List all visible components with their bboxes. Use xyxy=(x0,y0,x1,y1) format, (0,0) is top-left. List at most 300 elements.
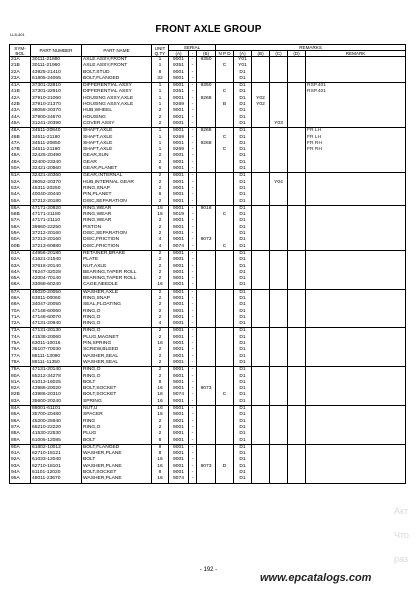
part-name-cell: PLATE xyxy=(82,257,152,263)
serial-from-cell: 9001 xyxy=(169,225,189,231)
remark-a-cell: D1 xyxy=(234,380,252,386)
remark-c-cell xyxy=(270,83,288,90)
remark-d-cell xyxy=(288,128,306,135)
remark-a-cell: D1 xyxy=(234,205,252,212)
remark-d-cell xyxy=(288,367,306,374)
table-row xyxy=(10,328,406,335)
part-name-cell: HOUSING ASSY,AXLE xyxy=(82,102,152,108)
remark-a-cell: D1 xyxy=(234,282,252,289)
qty-cell: 2 xyxy=(152,328,169,335)
serial-dash-cell: - xyxy=(189,128,197,135)
serial-from-cell: 9001 xyxy=(169,70,189,76)
part-number-cell: 47171-21110 xyxy=(31,218,82,224)
qty-cell: 6 xyxy=(152,166,169,173)
page-title: FRONT AXLE GROUP xyxy=(155,24,262,35)
remark-d-cell xyxy=(288,121,306,128)
part-name-cell: RING,SNAP xyxy=(82,296,152,302)
remark-d-cell xyxy=(288,250,306,257)
serial-to-cell xyxy=(197,328,216,335)
part-name-cell: CAGE,NEEDLE xyxy=(82,282,152,289)
serial-from-cell: 9019 xyxy=(169,212,189,218)
serial-dash-cell: - xyxy=(189,192,197,198)
symbol-cell: 60A xyxy=(10,237,31,243)
symbol-cell: 51A xyxy=(10,173,31,180)
remark-text-header: REMARK xyxy=(306,51,406,57)
serial-from-cell: 9001 xyxy=(169,76,189,83)
symbol-cell: 69A xyxy=(10,302,31,308)
serial-from-cell: 9074 xyxy=(169,476,189,483)
qty-cell: 4 xyxy=(152,244,169,251)
serial-dash-cell: - xyxy=(189,231,197,237)
part-name-cell: GEAR,PLANET xyxy=(82,166,152,173)
remark-b-cell xyxy=(252,173,270,180)
serial-dash-cell: - xyxy=(189,309,197,315)
table-row xyxy=(10,289,406,296)
part-number-cell: 37910-21060 xyxy=(31,96,82,102)
remark-c-cell xyxy=(270,173,288,180)
serial-from-cell: 9001 xyxy=(169,341,189,347)
part-number-cell: 43986-20020 xyxy=(31,386,82,392)
symbol-cell: 88A xyxy=(10,431,31,437)
table-row xyxy=(10,476,406,483)
part-number-cell: 76247-32028 xyxy=(31,270,82,276)
serial-from-cell: 9001 xyxy=(169,425,189,431)
serial-to-cell xyxy=(197,76,216,83)
part-number-cell: 61101-12020 xyxy=(31,470,82,476)
part-name-cell: RING,O xyxy=(82,321,152,328)
part-number-cell: 34511-20840 xyxy=(31,128,82,135)
remark-cell: RSP.401 xyxy=(306,89,406,95)
remark-b-cell xyxy=(252,406,270,413)
serial-dash-cell: - xyxy=(189,438,197,445)
serial-from-cell: 9351 xyxy=(169,63,189,69)
unit-qty-header: UNIT Q.TY xyxy=(152,45,169,57)
part-name-cell: DISC,SEPARATION xyxy=(82,199,152,206)
qty-cell: 2 xyxy=(152,354,169,360)
symbol-cell: 50A xyxy=(10,166,31,173)
remark-a-cell: D1 xyxy=(234,135,252,141)
part-number-header: PART NUMBER xyxy=(31,45,82,57)
part-number-cell: 45311-20250 xyxy=(31,186,82,192)
remark-c-cell xyxy=(270,166,288,173)
part-name-cell: NUT,U xyxy=(82,406,152,413)
qty-cell: 4 xyxy=(152,321,169,328)
npd-cell xyxy=(216,289,234,296)
serial-dash-cell: - xyxy=(189,173,197,180)
serial-to-cell xyxy=(197,444,216,451)
remark-c-cell xyxy=(270,399,288,406)
table-row xyxy=(10,83,406,90)
part-number-cell: 42004-70140 xyxy=(31,276,82,282)
table-row xyxy=(10,173,406,180)
serial-from-cell: 9001 xyxy=(169,354,189,360)
remark-c-cell xyxy=(270,321,288,328)
remark-d-cell xyxy=(288,438,306,445)
remark-a-cell: D1 xyxy=(234,264,252,270)
remark-c-cell xyxy=(270,438,288,445)
serial-from-cell: 9001 xyxy=(169,199,189,206)
remark-d-cell xyxy=(288,83,306,90)
remark-b-cell xyxy=(252,244,270,251)
qty-cell: 16 xyxy=(152,476,169,483)
table-row xyxy=(10,128,406,135)
part-number-cell: 61013-16025 xyxy=(31,380,82,386)
remark-d-cell xyxy=(288,476,306,483)
qty-cell: 16 xyxy=(152,412,169,418)
serial-from-cell: 9001 xyxy=(169,419,189,425)
remark-b-cell xyxy=(252,438,270,445)
part-name-cell: SHAFT,AXLE xyxy=(82,147,152,153)
qty-cell: 16 xyxy=(152,205,169,212)
serial-dash-cell: - xyxy=(189,302,197,308)
part-name-cell: WASHER,AXLE xyxy=(82,289,152,296)
remark-a-cell: D1 xyxy=(234,386,252,392)
symbol-cell: 66A xyxy=(10,282,31,289)
remark-b-cell xyxy=(252,166,270,173)
remark-b-cell xyxy=(252,476,270,483)
serial-dash-cell: - xyxy=(189,225,197,231)
part-number-cell: 47148-60070 xyxy=(31,315,82,321)
symbol-cell: 86A xyxy=(10,419,31,425)
part-number-cell: 32400-23340 xyxy=(31,160,82,166)
part-name-cell: HOUSING xyxy=(82,115,152,121)
npd-header: N P D xyxy=(216,51,234,57)
part-name-cell: BOLT xyxy=(82,380,152,386)
document-code: LL8-401 xyxy=(10,32,25,37)
part-number-cell: 37900-24670 xyxy=(31,115,82,121)
remark-a-cell: D1 xyxy=(234,180,252,186)
serial-dash-cell: - xyxy=(189,425,197,431)
serial-from-cell: 9001 xyxy=(169,108,189,114)
remark-d-cell xyxy=(288,282,306,289)
serial-dash-cell: - xyxy=(189,108,197,114)
remark-cell xyxy=(306,438,406,445)
remark-cell xyxy=(306,444,406,451)
part-name-cell: PLUG xyxy=(82,431,152,437)
part-number-cell: 61033-12040 xyxy=(31,457,82,463)
watermark-line-2: Что xyxy=(394,530,410,540)
symbol-cell: 60B xyxy=(10,244,31,251)
part-number-cell: 37212-20160 xyxy=(31,231,82,237)
remark-a-cell: D1 xyxy=(234,147,252,153)
serial-from-cell: 9001 xyxy=(169,386,189,392)
qty-cell: 2 xyxy=(152,335,169,341)
part-name-cell: DISC,SEPARATION xyxy=(82,231,152,237)
serial-to-cell xyxy=(197,367,216,374)
part-name-cell: RING,O xyxy=(82,374,152,380)
remark-a-cell: D1 xyxy=(234,476,252,483)
serial-to-cell xyxy=(197,438,216,445)
part-name-cell: SHAFT,AXLE xyxy=(82,135,152,141)
part-number-cell: 88001-61101 xyxy=(31,406,82,413)
remark-d-header: (D) xyxy=(288,51,306,57)
serial-dash-cell: - xyxy=(189,335,197,341)
remark-d-cell xyxy=(288,173,306,180)
symbol-cell: 77A xyxy=(10,354,31,360)
part-name-cell: BOLT,FLANGED xyxy=(82,444,152,451)
qty-cell: 2 xyxy=(152,115,169,121)
part-name-cell: BOLT,STUD xyxy=(82,70,152,76)
remark-c-cell xyxy=(270,76,288,83)
serial-dash-cell: - xyxy=(189,237,197,243)
symbol-header: SYM- BOL xyxy=(10,45,31,57)
remark-d-cell xyxy=(288,57,306,64)
serial-to-cell xyxy=(197,399,216,406)
part-name-cell: DIFFERENTIAL ASSY xyxy=(82,83,152,90)
serial-from-cell: 9001 xyxy=(169,406,189,413)
part-name-cell: RING,O xyxy=(82,309,152,315)
remark-cell xyxy=(306,367,406,374)
part-name-cell: RING,O xyxy=(82,425,152,431)
serial-from-cell: 9001 xyxy=(169,282,189,289)
npd-cell xyxy=(216,399,234,406)
remark-a-cell: D1 xyxy=(234,237,252,243)
qty-cell: 2 xyxy=(152,367,169,374)
symbol-cell: 21B xyxy=(10,63,31,69)
part-number-cell: 44956-20180 xyxy=(31,250,82,257)
part-name-cell: PLUG,MAGNET xyxy=(82,335,152,341)
qty-cell: 16 xyxy=(152,282,169,289)
qty-cell: 2 xyxy=(152,289,169,296)
remark-d-cell xyxy=(288,166,306,173)
remark-cell: FR LH xyxy=(306,128,406,135)
remark-b-cell xyxy=(252,444,270,451)
symbol-cell: 54A xyxy=(10,192,31,198)
serial-from-cell: 9001 xyxy=(169,374,189,380)
remark-a-cell: D1 xyxy=(234,83,252,90)
part-number-cell: 47171-21180 xyxy=(31,212,82,218)
serial-to-cell xyxy=(197,173,216,180)
remark-a-cell: D1 xyxy=(234,160,252,166)
part-number-cell: 34511-20850 xyxy=(31,141,82,147)
table-row xyxy=(10,367,406,374)
symbol-cell: 64A xyxy=(10,270,31,276)
remark-a-cell: D1 xyxy=(234,199,252,206)
part-number-cell: 43986-20310 xyxy=(31,392,82,398)
serial-from-cell: 9001 xyxy=(169,166,189,173)
qty-cell: 2 xyxy=(152,160,169,166)
symbol-cell: 41A xyxy=(10,83,31,90)
symbol-cell: 93A xyxy=(10,464,31,470)
serial-to-cell xyxy=(197,476,216,483)
serial-dash-cell: - xyxy=(189,270,197,276)
symbol-cell: 91A xyxy=(10,451,31,457)
symbol-cell: 95A xyxy=(10,476,31,483)
remark-a-cell: D1 xyxy=(234,328,252,335)
remark-a-cell: D1 xyxy=(234,374,252,380)
part-name-cell: BOLT,SOCKET xyxy=(82,470,152,476)
serial-dash-cell: - xyxy=(189,282,197,289)
qty-cell: 8 xyxy=(152,470,169,476)
serial-from-cell: 9001 xyxy=(169,328,189,335)
serial-dash-cell: - xyxy=(189,218,197,224)
qty-cell: 2 xyxy=(152,419,169,425)
remarks-header: REMARKS xyxy=(216,45,406,51)
symbol-cell: 52A xyxy=(10,180,31,186)
remark-cell xyxy=(306,406,406,413)
serial-dash-cell: - xyxy=(189,212,197,218)
part-name-cell: PISTON xyxy=(82,225,152,231)
symbol-cell: 21A xyxy=(10,57,31,64)
parts-table-body xyxy=(10,57,406,484)
qty-cell: 2 xyxy=(152,264,169,270)
serial-to-cell xyxy=(197,321,216,328)
remark-a-cell: D1 xyxy=(234,121,252,128)
qty-cell: 16 xyxy=(152,212,169,218)
npd-cell xyxy=(216,83,234,90)
symbol-cell: 92A xyxy=(10,457,31,463)
serial-from-cell: 9001 xyxy=(169,231,189,237)
remark-cell: RSP.401 xyxy=(306,83,406,90)
qty-cell: 2 xyxy=(152,374,169,380)
serial-dash-cell: - xyxy=(189,354,197,360)
qty-cell: 1 xyxy=(152,57,169,64)
remark-a-cell: D1 xyxy=(234,128,252,135)
remark-a-cell: D1 xyxy=(234,186,252,192)
qty-cell: 32 xyxy=(152,76,169,83)
part-name-cell: PIN,SPRING xyxy=(82,341,152,347)
part-number-cell: 47148-60060 xyxy=(31,309,82,315)
remark-a-cell: D1 xyxy=(234,276,252,282)
serial-dash-cell: - xyxy=(189,431,197,437)
qty-cell: 2 xyxy=(152,186,169,192)
remark-a-cell: D1 xyxy=(234,250,252,257)
part-name-cell: SCREW,BLEED xyxy=(82,347,152,353)
site-watermark-link[interactable]: www.epcatalogs.com xyxy=(260,572,372,584)
part-number-cell: 37616-20140 xyxy=(31,264,82,270)
remark-a-cell: D1 xyxy=(234,392,252,398)
serial-dash-cell: - xyxy=(189,257,197,263)
part-name-header: PART NAME xyxy=(82,45,152,57)
part-number-cell: 47131-20140 xyxy=(31,367,82,374)
npd-cell xyxy=(216,321,234,328)
remark-a-cell: D1 xyxy=(234,153,252,159)
serial-dash-header: - xyxy=(189,51,197,57)
symbol-cell: 75A xyxy=(10,341,31,347)
npd-cell xyxy=(216,173,234,180)
serial-a-header: (A) xyxy=(169,51,189,57)
part-name-cell: DISC,FRICTION xyxy=(82,237,152,243)
qty-cell: 2 xyxy=(152,121,169,128)
remark-c-cell xyxy=(270,244,288,251)
remark-c-cell xyxy=(270,128,288,135)
table-row xyxy=(10,406,406,413)
serial-from-cell: 9001 xyxy=(169,470,189,476)
remark-b-header: (B) xyxy=(252,51,270,57)
part-number-cell: 38058-20370 xyxy=(31,108,82,114)
serial-from-cell: 9001 xyxy=(169,360,189,367)
serial-dash-cell: - xyxy=(189,464,197,470)
part-name-cell: RING,WEAR xyxy=(82,205,152,212)
symbol-cell: 57A xyxy=(10,218,31,224)
serial-from-cell: 9001 xyxy=(169,367,189,374)
qty-cell: 2 xyxy=(152,250,169,257)
serial-dash-cell: - xyxy=(189,166,197,173)
remark-a-cell: D1 xyxy=(234,464,252,470)
remark-c-cell: Y04 xyxy=(270,180,288,186)
serial-from-cell: 9074 xyxy=(169,244,189,251)
remark-a-cell: D1 xyxy=(234,192,252,198)
part-number-cell: 65212-34278 xyxy=(31,374,82,380)
part-number-cell: 34047-20050 xyxy=(31,302,82,308)
part-number-cell: 43925-21410 xyxy=(31,70,82,76)
serial-dash-cell: - xyxy=(189,186,197,192)
serial-from-cell: 9001 xyxy=(169,464,189,470)
part-name-cell: DISC,FRICTION xyxy=(82,244,152,251)
part-number-cell: 63011-10016 xyxy=(31,341,82,347)
qty-cell: 1 xyxy=(152,89,169,95)
part-number-cell: 41621-21540 xyxy=(31,257,82,263)
serial-dash-cell: - xyxy=(189,121,197,128)
remark-b-cell xyxy=(252,289,270,296)
serial-from-cell: 9001 xyxy=(169,173,189,180)
remark-cell xyxy=(306,321,406,328)
table-row xyxy=(10,282,406,289)
part-name-cell: AXLE ASSY,FRONT xyxy=(82,63,152,69)
serial-from-cell: 9001 xyxy=(169,96,189,102)
part-name-cell: AXLE ASSY,FRONT xyxy=(82,57,152,64)
serial-to-cell xyxy=(197,406,216,413)
qty-cell: 16 xyxy=(152,341,169,347)
qty-cell: 2 xyxy=(152,360,169,367)
serial-from-cell: 9001 xyxy=(169,153,189,159)
remark-a-cell: D1 xyxy=(234,321,252,328)
remark-c-cell xyxy=(270,360,288,367)
part-name-cell: BOLT,SOCKET xyxy=(82,386,152,392)
part-number-cell: 47131-20940 xyxy=(31,321,82,328)
serial-dash-cell: - xyxy=(189,264,197,270)
part-number-cell: 37910-21370 xyxy=(31,102,82,108)
serial-to-cell xyxy=(197,250,216,257)
symbol-cell: 81A xyxy=(10,380,31,386)
serial-dash-cell: - xyxy=(189,296,197,302)
symbol-cell: 44A xyxy=(10,115,31,121)
serial-dash-cell: - xyxy=(189,89,197,95)
serial-dash-cell: - xyxy=(189,367,197,374)
serial-dash-cell: - xyxy=(189,444,197,451)
qty-cell: 8 xyxy=(152,380,169,386)
qty-cell: 2 xyxy=(152,225,169,231)
serial-dash-cell: - xyxy=(189,470,197,476)
symbol-cell: 78A xyxy=(10,360,31,367)
remark-b-cell xyxy=(252,205,270,212)
qty-cell: 2 xyxy=(152,315,169,321)
npd-cell: C xyxy=(216,135,234,141)
serial-dash-cell: - xyxy=(189,321,197,328)
npd-cell: C xyxy=(216,244,234,251)
qty-cell: 6 xyxy=(152,192,169,198)
part-name-cell: GEAR,SUN xyxy=(82,153,152,159)
remark-a-cell: D1 xyxy=(234,244,252,251)
part-number-cell: 63811-00060 xyxy=(31,296,82,302)
part-number-cell: 61006-12085 xyxy=(31,438,82,445)
serial-from-cell: 9001 xyxy=(169,57,189,64)
remark-a-cell: D1 xyxy=(234,289,252,296)
remark-d-cell xyxy=(288,199,306,206)
remark-b-cell xyxy=(252,121,270,128)
serial-to-cell xyxy=(197,244,216,251)
symbol-cell: 43A xyxy=(10,108,31,114)
remark-d-cell xyxy=(288,360,306,367)
symbol-cell: 68A xyxy=(10,296,31,302)
table-row xyxy=(10,199,406,206)
serial-from-cell: 9001 xyxy=(169,451,189,457)
part-number-cell: 48011-23670 xyxy=(31,476,82,483)
table-row xyxy=(10,205,406,212)
part-name-cell: RING,SNAP xyxy=(82,186,152,192)
remark-a-cell: D1 xyxy=(234,315,252,321)
npd-cell xyxy=(216,121,234,128)
